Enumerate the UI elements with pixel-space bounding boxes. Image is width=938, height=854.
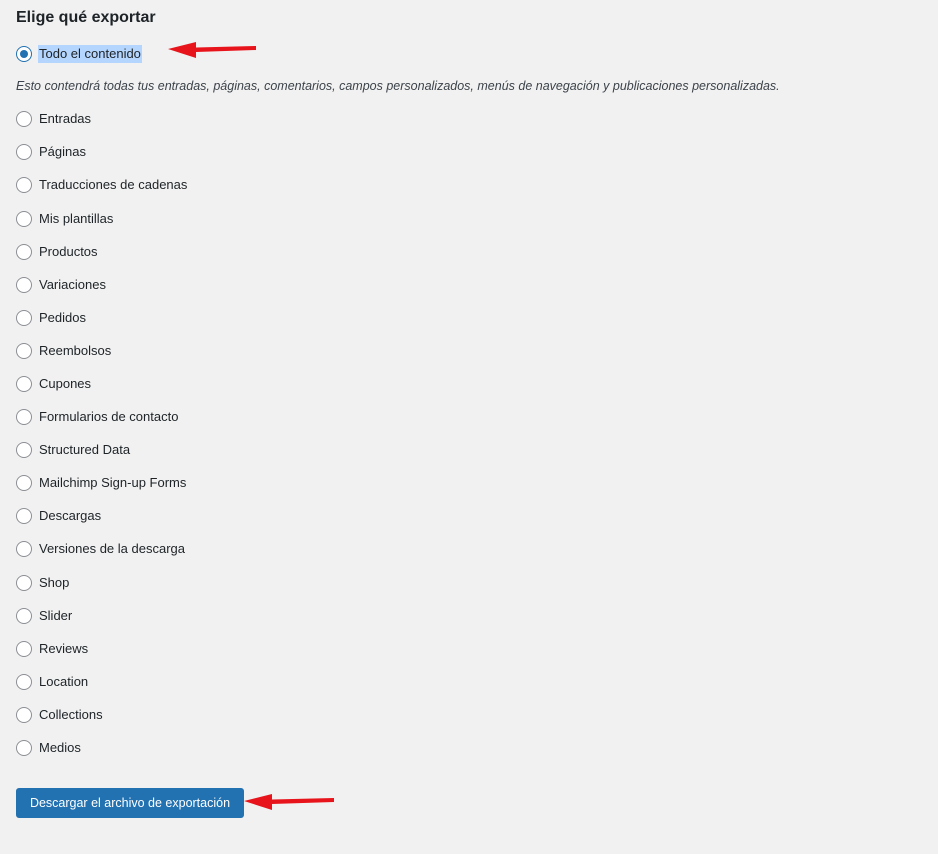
option-medios[interactable] [16, 739, 81, 757]
option-shop[interactable] [16, 574, 69, 592]
option-label: Páginas [39, 144, 86, 159]
option-descargas[interactable] [16, 507, 101, 525]
option-label: Productos [39, 244, 98, 259]
radio-button[interactable] [16, 409, 32, 425]
option-entradas[interactable] [16, 110, 91, 128]
option-label: Variaciones [39, 277, 106, 292]
option-slider[interactable] [16, 607, 72, 625]
option-label: Todo el contenido [39, 46, 141, 61]
option-label: Mis plantillas [39, 211, 114, 226]
option-label: Descargas [39, 508, 102, 523]
radio-button[interactable] [16, 508, 32, 524]
option-label: Collections [39, 707, 103, 722]
option-mis-plantillas[interactable] [16, 210, 113, 228]
option-label: Formularios de contacto [39, 409, 179, 424]
radio-button[interactable] [16, 177, 32, 193]
radio-button[interactable] [16, 310, 32, 326]
option-collections[interactable] [16, 706, 103, 724]
option-label: Location [39, 674, 89, 689]
radio-button[interactable] [16, 144, 32, 160]
radio-button[interactable] [16, 277, 32, 293]
option-label: Reviews [39, 641, 89, 656]
option-productos[interactable] [16, 243, 98, 261]
radio-button[interactable] [16, 211, 32, 227]
option-mailchimp-sign-up-forms[interactable] [16, 474, 186, 492]
radio-button[interactable] [16, 674, 32, 690]
option-description: Esto contendrá todas tus entradas, páginas, comentarios, campos personalizados, menús de navegación y publicaciones personalizadas. [16, 79, 780, 93]
radio-button[interactable] [16, 608, 32, 624]
option-structured-data[interactable] [16, 441, 130, 459]
radio-button[interactable] [16, 575, 32, 591]
radio-button[interactable] [16, 541, 32, 557]
option-reviews[interactable] [16, 640, 88, 658]
option-label: Traducciones de cadenas [39, 177, 188, 192]
option-pedidos[interactable] [16, 309, 86, 327]
option-label: Structured Data [39, 442, 131, 457]
red-arrow-icon [166, 34, 258, 64]
option-label: Versiones de la descarga [39, 541, 185, 556]
option-label: Entradas [39, 111, 92, 126]
option-traducciones-de-cadenas[interactable] [16, 176, 187, 194]
radio-button[interactable] [16, 475, 32, 491]
radio-button[interactable] [16, 740, 32, 756]
option-location[interactable] [16, 673, 88, 691]
radio-button[interactable] [16, 343, 32, 359]
option-label: Pedidos [39, 310, 86, 325]
option-label: Shop [39, 575, 70, 590]
option-todo-el-contenido[interactable] [16, 45, 142, 63]
option-formularios-de-contacto[interactable] [16, 408, 178, 426]
radio-dot [20, 50, 28, 58]
option-label: Cupones [39, 376, 92, 391]
option-label: Reembolsos [39, 343, 112, 358]
option-variaciones[interactable] [16, 276, 106, 294]
option-cupones[interactable] [16, 375, 91, 393]
radio-button[interactable] [16, 244, 32, 260]
radio-button[interactable] [16, 707, 32, 723]
option-versiones-de-la-descarga[interactable] [16, 540, 185, 558]
radio-button[interactable] [16, 641, 32, 657]
option-label: Medios [39, 740, 81, 755]
radio-button[interactable] [16, 442, 32, 458]
download-export-file-button[interactable]: Descargar el archivo de exportación [16, 788, 244, 818]
option-paginas[interactable] [16, 143, 86, 161]
option-reembolsos[interactable] [16, 342, 111, 360]
radio-button[interactable] [16, 46, 32, 62]
page-title: Elige qué exportar [16, 9, 156, 26]
option-label: Slider [39, 608, 73, 623]
red-arrow-icon [242, 786, 336, 816]
radio-button[interactable] [16, 111, 32, 127]
radio-button[interactable] [16, 376, 32, 392]
option-label: Mailchimp Sign-up Forms [39, 475, 187, 490]
